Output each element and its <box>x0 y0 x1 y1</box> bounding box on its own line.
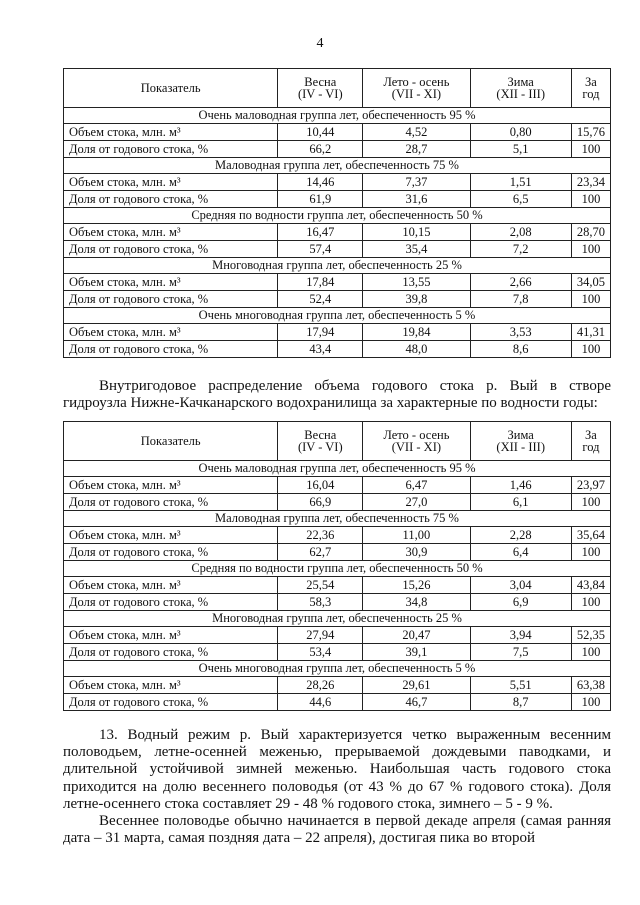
value-cell: 35,4 <box>363 241 470 258</box>
group-row <box>64 258 611 274</box>
data-row-share <box>64 291 611 308</box>
runoff-table-1 <box>63 68 611 358</box>
value-cell: 19,84 <box>363 324 470 341</box>
data-row-share <box>64 694 611 711</box>
intro-paragraph: Внутригодовое распределение объема годового стока р. Вый в створе гидроузла Нижне-Качканарского водохранилища за характерные по водности годы: <box>63 378 611 412</box>
value-cell: 41,31 <box>571 324 610 341</box>
group-title: Очень маловодная группа лет, обеспеченность 95 % <box>64 108 611 124</box>
header-line: Зима <box>507 74 534 89</box>
value-cell: 61,9 <box>278 191 363 208</box>
value-cell: 8,6 <box>470 341 571 358</box>
value-cell: 39,1 <box>363 644 470 661</box>
group-title: Многоводная группа лет, обеспеченность 25 % <box>64 611 611 627</box>
value-cell: 57,4 <box>278 241 363 258</box>
header-line: Весна <box>304 74 337 89</box>
value-cell: 28,70 <box>571 224 610 241</box>
value-cell: 31,6 <box>363 191 470 208</box>
value-cell: 52,4 <box>278 291 363 308</box>
value-cell: 3,04 <box>470 577 571 594</box>
header-winter <box>470 69 571 108</box>
group-title: Средняя по водности группа лет, обеспеченность 50 % <box>64 561 611 577</box>
group-row <box>64 108 611 124</box>
row-label: Доля от годового стока, % <box>64 191 278 208</box>
group-row <box>64 511 611 527</box>
value-cell: 0,80 <box>470 124 571 141</box>
group-title: Многоводная группа лет, обеспеченность 25 % <box>64 258 611 274</box>
value-cell: 100 <box>571 644 610 661</box>
value-cell: 20,47 <box>363 627 470 644</box>
value-cell: 6,47 <box>363 477 470 494</box>
header-spring <box>278 422 363 461</box>
header-summer-autumn <box>363 69 470 108</box>
row-label: Объем стока, млн. м³ <box>64 677 278 694</box>
header-line: (XII - III) <box>496 87 545 101</box>
header-line: (IV - VI) <box>297 440 343 454</box>
value-cell: 10,15 <box>363 224 470 241</box>
value-cell: 62,7 <box>278 544 363 561</box>
value-cell: 5,1 <box>470 141 571 158</box>
value-cell: 27,94 <box>278 627 363 644</box>
header-spring <box>278 69 363 108</box>
row-label: Объем стока, млн. м³ <box>64 477 278 494</box>
data-row-volume <box>64 124 611 141</box>
value-cell: 30,9 <box>363 544 470 561</box>
value-cell: 100 <box>571 494 610 511</box>
value-cell: 66,2 <box>278 141 363 158</box>
value-cell: 2,28 <box>470 527 571 544</box>
group-title: Маловодная группа лет, обеспеченность 75 % <box>64 158 611 174</box>
data-row-volume <box>64 274 611 291</box>
header-row <box>64 69 611 108</box>
value-cell: 15,26 <box>363 577 470 594</box>
row-label: Объем стока, млн. м³ <box>64 527 278 544</box>
value-cell: 34,05 <box>571 274 610 291</box>
data-row-volume <box>64 627 611 644</box>
data-row-volume <box>64 324 611 341</box>
data-row-share <box>64 241 611 258</box>
row-label: Объем стока, млн. м³ <box>64 324 278 341</box>
group-row <box>64 661 611 677</box>
paragraph-13: 13. Водный режим р. Вый характеризуется четко выраженным весенним половодьем, летне-осенней меженью, прерываемой дождевыми паводками, и длительной устойчивой зимней меженью. Наибольшая часть годового стока приходится на долю весеннего половодья (от 43 % до 67 % годового стока). Доля летне-осеннего стока составляет 29 - 48 % годового стока, зимнего – 5 - 9 %. <box>63 727 611 812</box>
value-cell: 15,76 <box>571 124 610 141</box>
value-cell: 52,35 <box>571 627 610 644</box>
row-label: Объем стока, млн. м³ <box>64 224 278 241</box>
value-cell: 7,37 <box>363 174 470 191</box>
value-cell: 6,5 <box>470 191 571 208</box>
page-number: 4 <box>316 36 324 51</box>
header-indicator: Показатель <box>64 69 278 108</box>
data-row-share <box>64 544 611 561</box>
value-cell: 11,00 <box>363 527 470 544</box>
value-cell: 25,54 <box>278 577 363 594</box>
data-row-volume <box>64 224 611 241</box>
value-cell: 23,34 <box>571 174 610 191</box>
value-cell: 1,46 <box>470 477 571 494</box>
header-year: За год <box>571 69 610 108</box>
row-label: Доля от годового стока, % <box>64 241 278 258</box>
value-cell: 5,51 <box>470 677 571 694</box>
value-cell: 29,61 <box>363 677 470 694</box>
header-line: (XII - III) <box>496 440 545 454</box>
group-title: Средняя по водности группа лет, обеспеченность 50 % <box>64 208 611 224</box>
value-cell: 63,38 <box>571 677 610 694</box>
header-line: (IV - VI) <box>297 87 343 101</box>
value-cell: 22,36 <box>278 527 363 544</box>
row-label: Доля от годового стока, % <box>64 694 278 711</box>
value-cell: 3,53 <box>470 324 571 341</box>
value-cell: 100 <box>571 694 610 711</box>
row-label: Доля от годового стока, % <box>64 494 278 511</box>
value-cell: 34,8 <box>363 594 470 611</box>
data-row-share <box>64 594 611 611</box>
value-cell: 53,4 <box>278 644 363 661</box>
value-cell: 1,51 <box>470 174 571 191</box>
group-title: Очень многоводная группа лет, обеспеченность 5 % <box>64 308 611 324</box>
data-row-share <box>64 141 611 158</box>
value-cell: 6,1 <box>470 494 571 511</box>
header-winter <box>470 422 571 461</box>
runoff-table-2 <box>63 421 611 711</box>
row-label: Объем стока, млн. м³ <box>64 124 278 141</box>
value-cell: 7,8 <box>470 291 571 308</box>
header-line: Весна <box>304 427 337 442</box>
value-cell: 3,94 <box>470 627 571 644</box>
data-row-volume <box>64 174 611 191</box>
value-cell: 100 <box>571 291 610 308</box>
value-cell: 6,9 <box>470 594 571 611</box>
header-line: Лето - осень <box>383 74 450 89</box>
value-cell: 4,52 <box>363 124 470 141</box>
row-label: Доля от годового стока, % <box>64 341 278 358</box>
value-cell: 28,7 <box>363 141 470 158</box>
data-row-share <box>64 341 611 358</box>
value-cell: 43,84 <box>571 577 610 594</box>
value-cell: 100 <box>571 341 610 358</box>
group-title: Очень маловодная группа лет, обеспеченность 95 % <box>64 461 611 477</box>
value-cell: 16,47 <box>278 224 363 241</box>
value-cell: 28,26 <box>278 677 363 694</box>
data-row-share <box>64 644 611 661</box>
value-cell: 44,6 <box>278 694 363 711</box>
value-cell: 46,7 <box>363 694 470 711</box>
value-cell: 100 <box>571 191 610 208</box>
data-row-share <box>64 494 611 511</box>
value-cell: 39,8 <box>363 291 470 308</box>
row-label: Объем стока, млн. м³ <box>64 274 278 291</box>
paragraph-spring-flood: Весеннее половодье обычно начинается в первой декаде апреля (самая ранняя дата – 31 марта, самая поздняя дата – 22 апреля), достигая пика во второй <box>63 813 611 847</box>
data-row-volume <box>64 677 611 694</box>
data-row-share <box>64 191 611 208</box>
row-label: Доля от годового стока, % <box>64 644 278 661</box>
value-cell: 48,0 <box>363 341 470 358</box>
group-row <box>64 208 611 224</box>
value-cell: 23,97 <box>571 477 610 494</box>
data-row-volume <box>64 477 611 494</box>
header-line: Зима <box>507 427 534 442</box>
group-title: Очень многоводная группа лет, обеспеченность 5 % <box>64 661 611 677</box>
value-cell: 6,4 <box>470 544 571 561</box>
value-cell: 100 <box>571 141 610 158</box>
row-label: Объем стока, млн. м³ <box>64 577 278 594</box>
value-cell: 100 <box>571 594 610 611</box>
group-row <box>64 308 611 324</box>
group-row <box>64 158 611 174</box>
group-title: Маловодная группа лет, обеспеченность 75 % <box>64 511 611 527</box>
row-label: Объем стока, млн. м³ <box>64 627 278 644</box>
value-cell: 100 <box>571 544 610 561</box>
value-cell: 43,4 <box>278 341 363 358</box>
value-cell: 7,5 <box>470 644 571 661</box>
header-indicator: Показатель <box>64 422 278 461</box>
value-cell: 14,46 <box>278 174 363 191</box>
value-cell: 58,3 <box>278 594 363 611</box>
value-cell: 8,7 <box>470 694 571 711</box>
header-line: (VII - XI) <box>391 440 442 454</box>
value-cell: 17,94 <box>278 324 363 341</box>
value-cell: 17,84 <box>278 274 363 291</box>
group-row <box>64 561 611 577</box>
header-summer-autumn <box>363 422 470 461</box>
value-cell: 27,0 <box>363 494 470 511</box>
data-row-volume <box>64 577 611 594</box>
value-cell: 35,64 <box>571 527 610 544</box>
header-year: За год <box>571 422 610 461</box>
header-row <box>64 422 611 461</box>
row-label: Доля от годового стока, % <box>64 544 278 561</box>
value-cell: 66,9 <box>278 494 363 511</box>
group-row <box>64 611 611 627</box>
header-line: (VII - XI) <box>391 87 442 101</box>
value-cell: 2,08 <box>470 224 571 241</box>
value-cell: 7,2 <box>470 241 571 258</box>
row-label: Доля от годового стока, % <box>64 141 278 158</box>
header-line: Лето - осень <box>383 427 450 442</box>
row-label: Доля от годового стока, % <box>64 291 278 308</box>
row-label: Объем стока, млн. м³ <box>64 174 278 191</box>
data-row-volume <box>64 527 611 544</box>
row-label: Доля от годового стока, % <box>64 594 278 611</box>
value-cell: 10,44 <box>278 124 363 141</box>
value-cell: 100 <box>571 241 610 258</box>
group-row <box>64 461 611 477</box>
value-cell: 13,55 <box>363 274 470 291</box>
value-cell: 16,04 <box>278 477 363 494</box>
value-cell: 2,66 <box>470 274 571 291</box>
